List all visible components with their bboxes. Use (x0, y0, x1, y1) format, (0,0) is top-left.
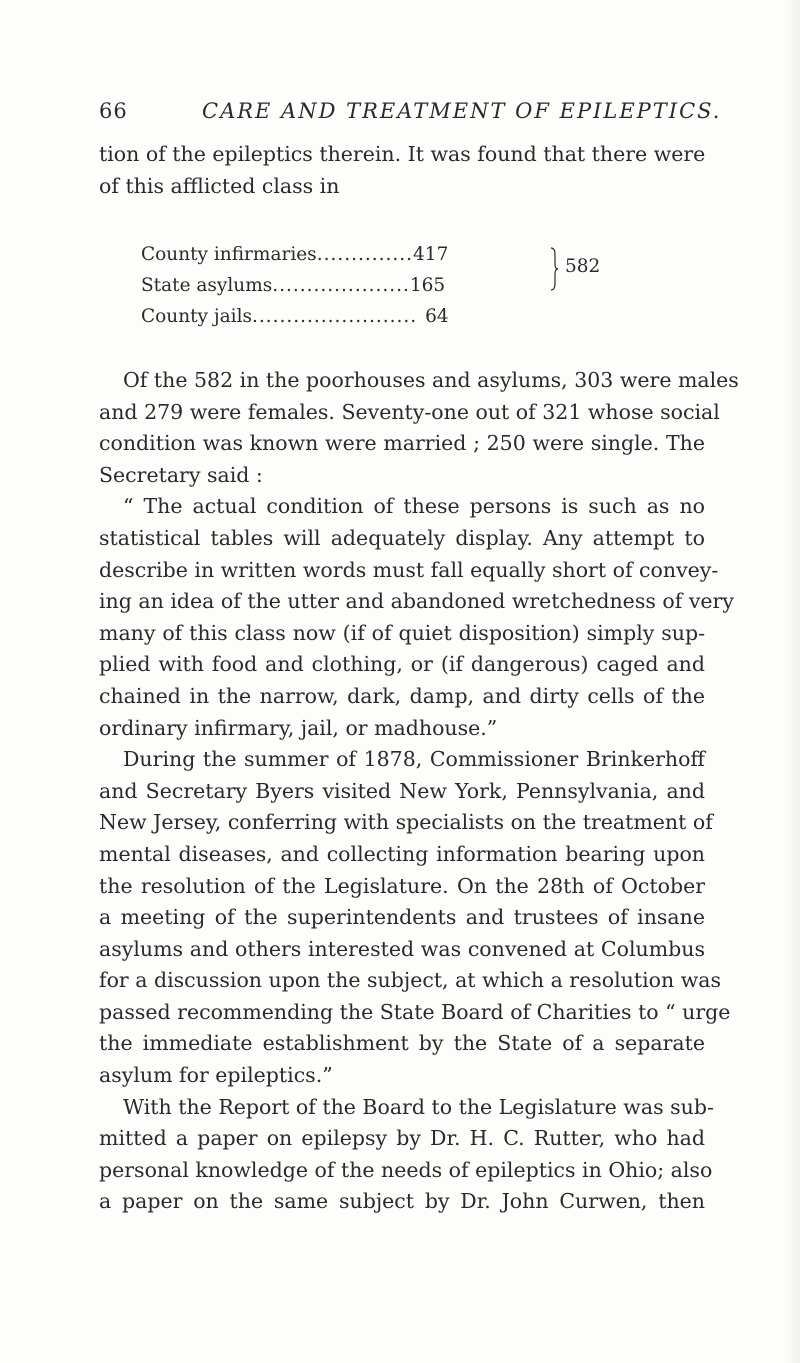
text-line: for a discussion upon the subject, at which a resolution was (99, 968, 722, 993)
text-line: New Jersey, conferring with specialists on the treatment of (99, 810, 713, 835)
brace-total: 582 (565, 256, 601, 277)
text-line: During the summer of 1878, Commissioner Brinkerhoff (123, 747, 705, 772)
table-row (141, 239, 448, 270)
text-line: tion of the epileptics therein. It was found that there were (99, 142, 706, 166)
table-row (141, 301, 449, 332)
running-title: CARE AND TREATMENT OF EPILEPTICS. (202, 99, 722, 123)
statistics-table (141, 239, 661, 349)
text-line: describe in written words must fall equally short of convey- (99, 557, 719, 582)
text-line: a meeting of the superintendents and trustees of insane (99, 905, 705, 930)
text-line: asylums and others interested was convened at Columbus (99, 936, 705, 961)
leader-dots: ........................ (251, 306, 418, 327)
text-line: Of the 582 in the poorhouses and asylums, 303 were males (123, 368, 739, 392)
text-line: a paper on the same subject by Dr. John Curwen, then (99, 1189, 705, 1214)
text-line: Secretary said : (99, 462, 263, 487)
row-label: State asylums (141, 275, 273, 296)
text-line: and Secretary Byers visited New York, Pennsylvania, and (99, 778, 705, 803)
text-line: mental diseases, and collecting information bearing upon (99, 841, 705, 866)
text-line: statistical tables will adequately display. Any attempt to (99, 525, 705, 550)
text-line: passed recommending the State Board of Charities to “ urge (99, 999, 731, 1024)
row-value: 417 (413, 244, 449, 265)
text-line: mitted a paper on epilepsy by Dr. H. C. Rutter, who had (99, 1126, 705, 1151)
text-line: chained in the narrow, dark, damp, and dirty cells of the (99, 683, 705, 708)
text-line: and 279 were females. Seventy-one out of 321 whose social (99, 399, 720, 424)
row-value: 64 (425, 306, 449, 327)
row-value: 165 (409, 275, 446, 296)
leader-dots: .............. (316, 244, 414, 265)
text-line: condition was known were married ; 250 were single. The (99, 431, 705, 456)
table-row (141, 270, 445, 301)
text-line: With the Report of the Board to the Legislature was sub- (123, 1094, 714, 1119)
text-line: ing an idea of the utter and abandoned wretchedness of very (99, 589, 734, 614)
text-line: plied with food and clothing, or (if dangerous) caged and (99, 652, 705, 677)
text-line: the immediate establishment by the State of a separate (99, 1031, 705, 1056)
page-edge-shadow (786, 0, 800, 1363)
row-label: County infirmaries (141, 244, 317, 265)
leader-dots: .................... (272, 275, 410, 296)
text-line: of this afflicted class in (99, 173, 340, 198)
page-header (99, 94, 722, 128)
text-line: the resolution of the Legislature. On the 28th of October (99, 873, 705, 898)
text-line: “ The actual condition of these persons is such as no (123, 494, 705, 519)
page-number: 66 (99, 99, 128, 123)
intro-text (99, 139, 705, 202)
text-line: ordinary infirmary, jail, or madhouse.” (99, 715, 498, 740)
text-line: many of this class now (if of quiet disposition) simply sup- (99, 620, 705, 645)
text-line: personal knowledge of the needs of epileptics in Ohio; also (99, 1157, 713, 1182)
curly-brace-icon (549, 245, 559, 293)
row-label: County jails (141, 306, 252, 327)
text-line: asylum for epileptics.” (99, 1063, 333, 1088)
paragraph (99, 365, 739, 1218)
